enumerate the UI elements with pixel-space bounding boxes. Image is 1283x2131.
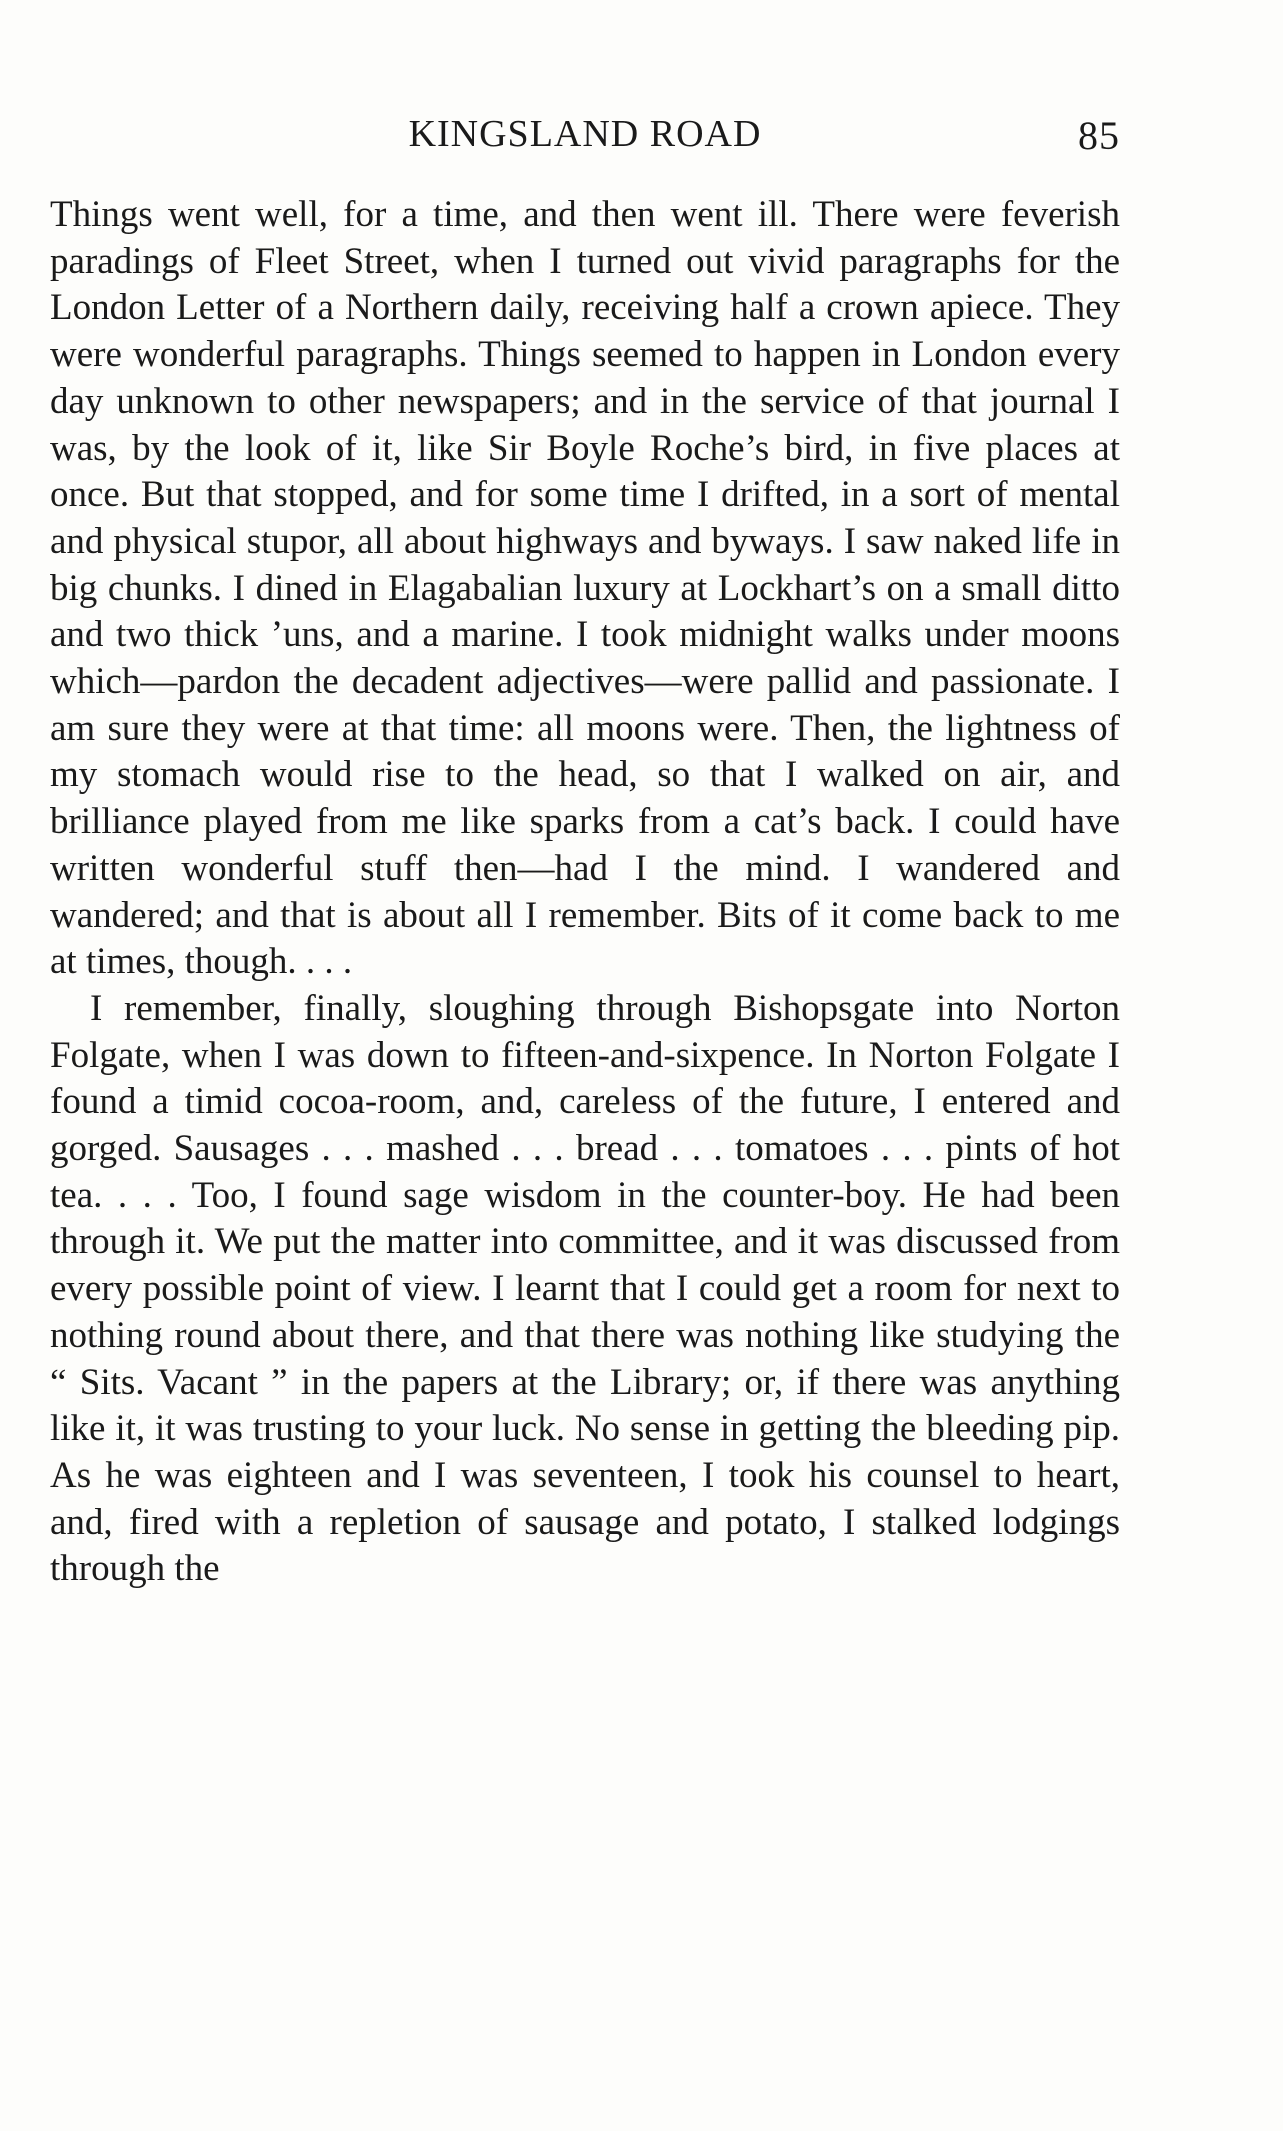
running-head (50, 112, 1120, 172)
page-number: 85 (1078, 113, 1120, 158)
body-text (50, 192, 1120, 1593)
running-title: KINGSLAND ROAD (408, 113, 762, 155)
book-page (50, 112, 1120, 1593)
paragraph-1: Things went well, for a time, and then went ill. There were feverish paradings of Fleet Street, when I turned out vivid paragraphs for the London Letter of a Northern daily, receiving half a crown apiece. They were wonderful paragraphs. Things seemed to happen in London every day unknown to other newspapers; and in the service of that journal I was, by the look of it, like Sir Boyle Roche’s bird, in five places at once. But that stopped, and for some time I drifted, in a sort of mental and physical stupor, all about highways and byways. I saw naked life in big chunks. I dined in Elagabalian luxury at Lockhart’s on a small ditto and two thick ’uns, and a marine. I took midnight walks under moons which—pardon the decadent adjectives—were pallid and passionate. I am sure they were at that time: all moons were. Then, the lightness of my stomach would rise to the head, so that I walked on air, and brilliance played from me like sparks from a cat’s back. I could have written wonderful stuff then—had I the mind. I wandered and wandered; and that is about all I remember. Bits of it come back to me at times, though. . . . (50, 194, 1120, 983)
paragraph-2: I remember, finally, sloughing through Bishopsgate into Norton Folgate, when I was down to fifteen-and-sixpence. In Norton Folgate I found a timid cocoa-room, and, careless of the future, I entered and gorged. Sausages . . . mashed . . . bread . . . tomatoes . . . pints of hot tea. . . . Too, I found sage wisdom in the counter-boy. He had been through it. We put the matter into committee, and it was discussed from every possible point of view. I learnt that I could get a room for next to nothing round about there, and that there was nothing like studying the “ Sits. Vacant ” in the papers at the Library; or, if there was anything like it, it was trusting to your luck. No sense in getting the bleeding pip. As he was eighteen and I was seventeen, I took his counsel to heart, and, fired with a repletion of sausage and potato, I stalked lodgings through the (50, 987, 1120, 1590)
